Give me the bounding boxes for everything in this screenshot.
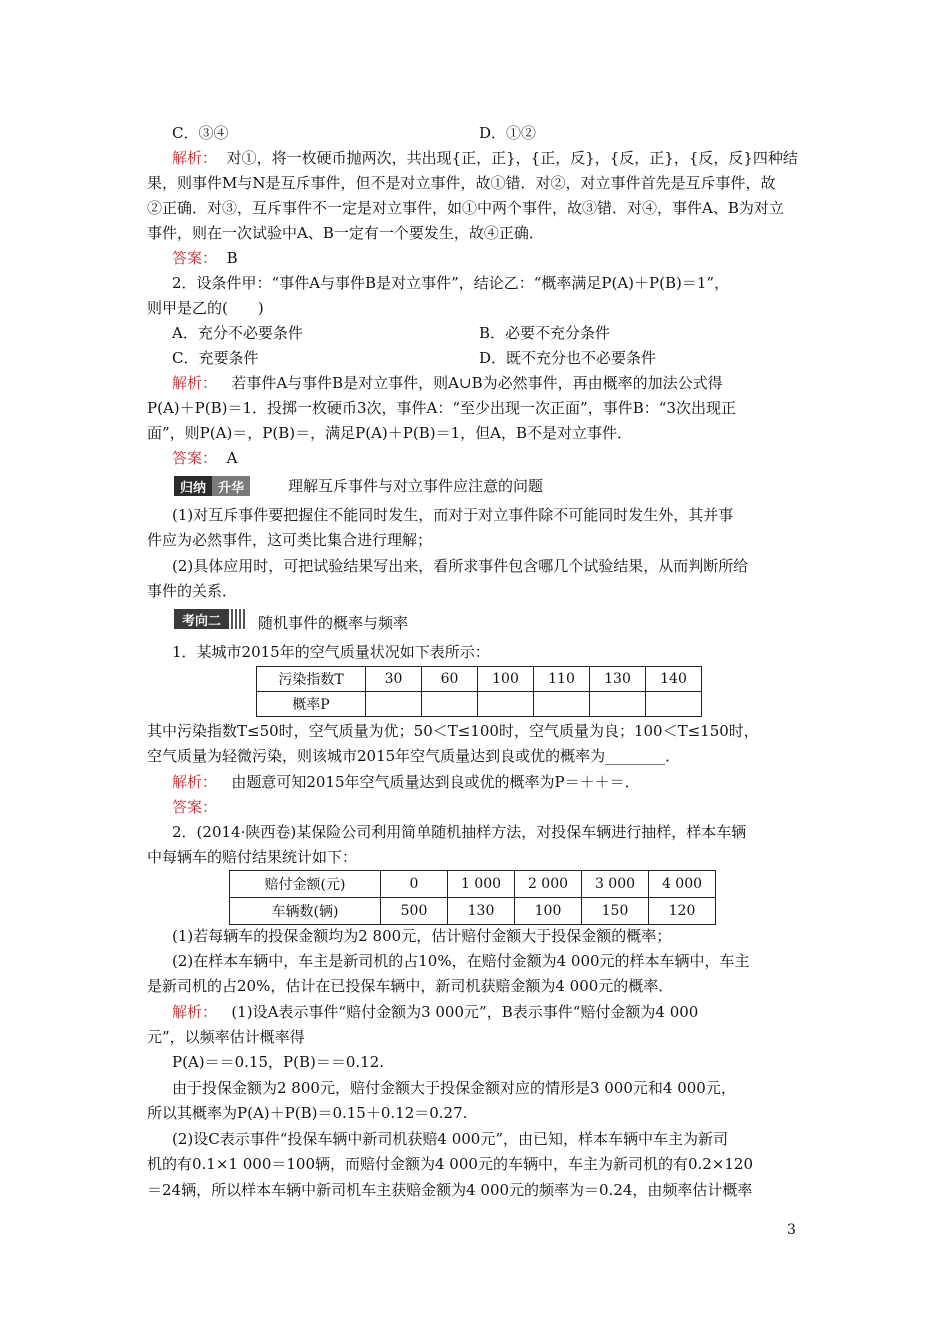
table-cell [478,692,534,717]
table-cell: 130 [590,667,646,692]
table-cell: 60 [422,667,478,692]
table-cell: 0 [381,871,448,898]
table-cell: 130 [448,898,515,925]
table-cell: 500 [381,898,448,925]
analysis-line: (2)设C表示事件“投保车辆中新司机获赔4 000元”，由已知，样本车辆中车主为新司 [172,1130,729,1148]
analysis-line: 解析： 由题意可知2015年空气质量达到良或优的概率为P＝＋＋＝． [172,773,640,791]
option-c: C．充要条件 [172,349,259,367]
analysis-line: 解析： 若事件A与事件B是对立事件，则A∪B为必然事件，再由概率的加法公式得 [172,374,723,392]
problem-stem: 1．某城市2015年的空气质量状况如下表所示： [172,643,490,661]
summary-text: (2)具体应用时，可把试验结果写出来，看所求事件包含哪几个试验结果，从而判断所给 [172,557,749,575]
stripe-decoration [231,609,245,629]
subquestion: (2)在样本车辆中，车主是新司机的占10%，在赔付金额为4 000元的样本车辆中，车主 [172,952,750,970]
question-stem: 2．设条件甲：“事件A与事件B是对立事件”，结论乙：“概率满足P(A)＋P(B)＝1”， [172,274,730,292]
problem-text: 空气质量为轻微污染，则该城市2015年空气质量达到良或优的概率为________． [147,747,681,765]
table-cell: 30 [366,667,422,692]
table-row [257,692,702,717]
table-cell: 车辆数(辆) [230,898,381,925]
answer-value: A [226,449,238,467]
summary-text: 件应为必然事件，这可类比集合进行理解； [147,531,433,549]
section-badge [174,609,245,629]
option-b: B．必要不充分条件 [479,324,611,342]
table-cell: 120 [649,898,716,925]
analysis-label: 解析： [172,374,218,392]
claims-table [229,870,716,925]
table-cell [590,692,646,717]
badge-part-2: 升华 [212,476,250,496]
analysis-line: 果，则事件M与N是互斥事件，但不是对立事件，故①错．对②，对立事件首先是互斥事件，故 [147,174,776,192]
answer-label: 答案： [172,249,218,267]
badge-part-1: 归纳 [174,476,212,496]
option-d: D．既不充分也不必要条件 [479,349,657,367]
table-cell: 3 000 [582,871,649,898]
summary-badge [174,476,250,496]
analysis-line: 解析： (1)设A表示事件“赔付金额为3 000元”，B表示事件“赔付金额为4 000 [172,1003,699,1021]
subquestion: 是新司机的占20%，估计在已投保车辆中，新司机获赔金额为4 000元的概率． [147,977,674,995]
answer-line [172,797,217,817]
analysis-line: 元”，以频率估计概率得 [147,1028,305,1046]
analysis-line: ＝24辆，所以样本车辆中新司机车主获赔金额为4 000元的频率为＝0.24，由频率估计概率 [147,1181,753,1199]
analysis-line: ②正确．对③，互斥事件不一定是对立事件，如①中两个事件，故③错．对④，事件A、B为对立 [147,199,784,217]
table-cell: 2 000 [515,871,582,898]
table-cell: 4 000 [649,871,716,898]
table-cell: 100 [515,898,582,925]
problem-stem: 中每辆车的赔付结果统计如下： [147,848,358,866]
answer-line [172,248,238,268]
table-cell [366,692,422,717]
problem-text: 其中污染指数T≤50时，空气质量为优；50＜T≤100时，空气质量为良；100＜T≤150时， [147,722,759,740]
answer-value: B [226,249,238,267]
analysis-line: 面”，则P(A)＝，P(B)＝，满足P(A)＋P(B)＝1，但A，B不是对立事件． [147,424,632,442]
summary-text: (1)对互斥事件要把握住不能同时发生，而对于对立事件除不可能同时发生外，其并事 [172,506,734,524]
question-stem: 则甲是乙的( ) [147,299,264,317]
analysis-line: P(A)＋P(B)＝1．投掷一枚硬币3次，事件A：“至少出现一次正面”，事件B：“3次出现正 [147,399,736,417]
table-cell: 污染指数T [257,667,366,692]
answer-label: 答案： [172,798,218,816]
table-row [230,898,716,925]
analysis-line: 所以其概率为P(A)＋P(B)＝0.15＋0.12＝0.27. [147,1104,468,1122]
table-cell: 1 000 [448,871,515,898]
table-cell: 140 [646,667,702,692]
analysis-label: 解析： [172,773,218,791]
table-row [257,667,702,692]
analysis-line: 由于投保金额为2 800元，赔付金额大于投保金额对应的情形是3 000元和4 000元， [172,1079,736,1097]
section-badge-label: 考向二 [174,609,229,629]
option-d: D．①② [479,124,537,142]
answer-label: 答案： [172,449,218,467]
table-cell: 赔付金额(元) [230,871,381,898]
answer-line [172,448,237,468]
pollution-table [256,666,702,717]
problem-stem: 2．(2014·陕西卷)某保险公司利用简单随机抽样方法，对投保车辆进行抽样，样本车辆 [172,823,747,841]
section-title: 随机事件的概率与频率 [258,614,409,632]
table-row [230,871,716,898]
table-cell: 100 [478,667,534,692]
summary-title: 理解互斥事件与对立事件应注意的问题 [288,477,544,495]
subquestion: (1)若每辆车的投保金额均为2 800元，估计赔付金额大于投保金额的概率； [172,927,672,945]
analysis-line: P(A)＝＝0.15，P(B)＝＝0.12. [172,1053,385,1071]
table-cell: 110 [534,667,590,692]
table-cell [422,692,478,717]
summary-text: 事件的关系． [147,582,238,600]
table-cell: 概率P [257,692,366,717]
table-cell [646,692,702,717]
table-cell: 150 [582,898,649,925]
analysis-label: 解析： [172,149,218,167]
analysis-line: 解析： 对①，将一枚硬币抛两次，共出现{正，正}，{正，反}，{反，正}，{反，反}四种结 [172,149,798,167]
analysis-line: 事件，则在一次试验中A、B一定有一个要发生，故④正确． [147,224,544,242]
option-c: C．③④ [172,124,229,142]
option-a: A．充分不必要条件 [172,324,303,342]
analysis-line: 机的有0.1×1 000＝100辆，而赔付金额为4 000元的车辆中，车主为新司机的有0.2×120 [147,1155,753,1173]
page-number: 3 [787,1222,796,1238]
analysis-label: 解析： [172,1003,218,1021]
table-cell [534,692,590,717]
